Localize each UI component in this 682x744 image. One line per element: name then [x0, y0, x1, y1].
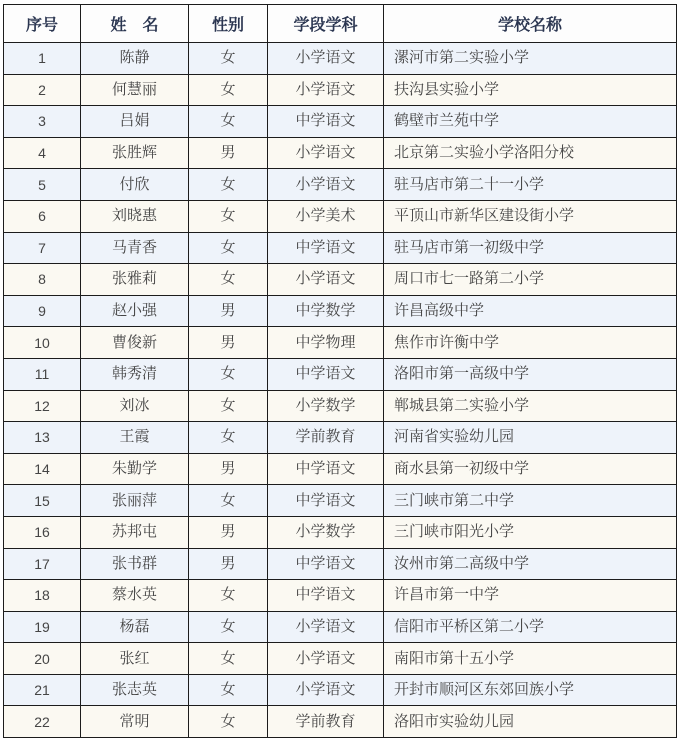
cell-name: 何慧丽 — [81, 74, 189, 106]
cell-index: 21 — [4, 674, 81, 706]
cell-school: 三门峡市第二中学 — [384, 485, 677, 517]
cell-name: 张胜辉 — [81, 137, 189, 169]
cell-name: 张红 — [81, 643, 189, 675]
cell-name: 常明 — [81, 706, 189, 738]
cell-school: 汝州市第二高级中学 — [384, 548, 677, 580]
cell-subject: 小学语文 — [268, 264, 384, 296]
cell-index: 19 — [4, 611, 81, 643]
cell-subject: 学前教育 — [268, 706, 384, 738]
cell-gender: 女 — [189, 106, 268, 138]
cell-subject: 小学语文 — [268, 674, 384, 706]
cell-school: 平顶山市新华区建设街小学 — [384, 200, 677, 232]
cell-gender: 女 — [189, 706, 268, 738]
cell-gender: 女 — [189, 674, 268, 706]
cell-name: 张志英 — [81, 674, 189, 706]
cell-subject: 小学语文 — [268, 611, 384, 643]
cell-subject: 中学语文 — [268, 580, 384, 612]
cell-gender: 女 — [189, 422, 268, 454]
cell-subject: 中学语文 — [268, 106, 384, 138]
cell-subject: 小学数学 — [268, 516, 384, 548]
cell-name: 杨磊 — [81, 611, 189, 643]
cell-index: 1 — [4, 43, 81, 75]
table-row — [4, 200, 677, 232]
header-cell-school: 学校名称 — [384, 5, 677, 43]
cell-school: 开封市顺河区东郊回族小学 — [384, 674, 677, 706]
cell-school: 河南省实验幼儿园 — [384, 422, 677, 454]
cell-name: 韩秀清 — [81, 358, 189, 390]
cell-index: 15 — [4, 485, 81, 517]
cell-subject: 中学语文 — [268, 358, 384, 390]
cell-name: 陈静 — [81, 43, 189, 75]
cell-school: 许昌高级中学 — [384, 295, 677, 327]
cell-name: 苏邦屯 — [81, 516, 189, 548]
cell-gender: 女 — [189, 169, 268, 201]
cell-gender: 男 — [189, 327, 268, 359]
table-row — [4, 390, 677, 422]
cell-subject: 小学语文 — [268, 43, 384, 75]
cell-school: 郸城县第二实验小学 — [384, 390, 677, 422]
cell-subject: 小学美术 — [268, 200, 384, 232]
cell-school: 洛阳市第一高级中学 — [384, 358, 677, 390]
cell-index: 22 — [4, 706, 81, 738]
cell-gender: 女 — [189, 643, 268, 675]
teacher-roster-table — [3, 4, 677, 738]
table-row — [4, 295, 677, 327]
header-row — [4, 5, 677, 43]
cell-index: 5 — [4, 169, 81, 201]
cell-gender: 女 — [189, 200, 268, 232]
cell-school: 许昌市第一中学 — [384, 580, 677, 612]
table-row — [4, 706, 677, 738]
cell-school: 周口市七一路第二小学 — [384, 264, 677, 296]
cell-name: 张书群 — [81, 548, 189, 580]
cell-school: 北京第二实验小学洛阳分校 — [384, 137, 677, 169]
cell-name: 张雅莉 — [81, 264, 189, 296]
header-cell-index: 序号 — [4, 5, 81, 43]
header-cell-name: 姓 名 — [81, 5, 189, 43]
cell-school: 驻马店市第二十一小学 — [384, 169, 677, 201]
cell-index: 9 — [4, 295, 81, 327]
cell-name: 刘晓惠 — [81, 200, 189, 232]
table-row — [4, 327, 677, 359]
header-cell-gender: 性别 — [189, 5, 268, 43]
table-row — [4, 358, 677, 390]
cell-name: 马青香 — [81, 232, 189, 264]
cell-gender: 女 — [189, 611, 268, 643]
table-row — [4, 611, 677, 643]
cell-gender: 女 — [189, 43, 268, 75]
cell-name: 朱勤学 — [81, 453, 189, 485]
table-row — [4, 548, 677, 580]
cell-name: 刘冰 — [81, 390, 189, 422]
cell-subject: 中学数学 — [268, 295, 384, 327]
table-row — [4, 674, 677, 706]
cell-gender: 女 — [189, 580, 268, 612]
cell-subject: 小学语文 — [268, 643, 384, 675]
cell-subject: 中学语文 — [268, 232, 384, 264]
cell-school: 鹤壁市兰苑中学 — [384, 106, 677, 138]
table-row — [4, 422, 677, 454]
cell-school: 驻马店市第一初级中学 — [384, 232, 677, 264]
cell-school: 三门峡市阳光小学 — [384, 516, 677, 548]
cell-index: 20 — [4, 643, 81, 675]
cell-index: 16 — [4, 516, 81, 548]
cell-gender: 男 — [189, 548, 268, 580]
cell-subject: 中学语文 — [268, 453, 384, 485]
cell-subject: 中学语文 — [268, 548, 384, 580]
cell-school: 洛阳市实验幼儿园 — [384, 706, 677, 738]
cell-gender: 女 — [189, 485, 268, 517]
cell-gender: 女 — [189, 74, 268, 106]
header-cell-subject: 学段学科 — [268, 5, 384, 43]
table-row — [4, 232, 677, 264]
cell-index: 11 — [4, 358, 81, 390]
table-row — [4, 106, 677, 138]
cell-name: 王霞 — [81, 422, 189, 454]
table-row — [4, 169, 677, 201]
table-body — [4, 43, 677, 738]
cell-school: 扶沟县实验小学 — [384, 74, 677, 106]
cell-index: 18 — [4, 580, 81, 612]
cell-index: 6 — [4, 200, 81, 232]
cell-gender: 女 — [189, 264, 268, 296]
cell-index: 17 — [4, 548, 81, 580]
table-row — [4, 453, 677, 485]
cell-name: 付欣 — [81, 169, 189, 201]
cell-school: 信阳市平桥区第二小学 — [384, 611, 677, 643]
cell-name: 张丽萍 — [81, 485, 189, 517]
table-row — [4, 43, 677, 75]
cell-index: 12 — [4, 390, 81, 422]
cell-index: 13 — [4, 422, 81, 454]
cell-index: 10 — [4, 327, 81, 359]
cell-school: 南阳市第十五小学 — [384, 643, 677, 675]
cell-subject: 小学数学 — [268, 390, 384, 422]
cell-index: 8 — [4, 264, 81, 296]
cell-subject: 学前教育 — [268, 422, 384, 454]
table-row — [4, 643, 677, 675]
table-row — [4, 516, 677, 548]
cell-school: 焦作市许衡中学 — [384, 327, 677, 359]
cell-subject: 小学语文 — [268, 137, 384, 169]
table-row — [4, 485, 677, 517]
cell-gender: 女 — [189, 232, 268, 264]
cell-school: 漯河市第二实验小学 — [384, 43, 677, 75]
cell-gender: 男 — [189, 295, 268, 327]
cell-gender: 女 — [189, 358, 268, 390]
cell-index: 3 — [4, 106, 81, 138]
table-row — [4, 264, 677, 296]
cell-index: 4 — [4, 137, 81, 169]
table-row — [4, 580, 677, 612]
cell-name: 赵小强 — [81, 295, 189, 327]
cell-name: 吕娟 — [81, 106, 189, 138]
cell-index: 14 — [4, 453, 81, 485]
cell-subject: 中学物理 — [268, 327, 384, 359]
cell-index: 2 — [4, 74, 81, 106]
cell-gender: 男 — [189, 137, 268, 169]
table-row — [4, 137, 677, 169]
cell-subject: 小学语文 — [268, 74, 384, 106]
cell-gender: 女 — [189, 390, 268, 422]
cell-subject: 中学语文 — [268, 485, 384, 517]
cell-subject: 小学语文 — [268, 169, 384, 201]
cell-school: 商水县第一初级中学 — [384, 453, 677, 485]
cell-index: 7 — [4, 232, 81, 264]
cell-gender: 男 — [189, 453, 268, 485]
cell-name: 曹俊新 — [81, 327, 189, 359]
cell-gender: 男 — [189, 516, 268, 548]
table-row — [4, 74, 677, 106]
cell-name: 蔡水英 — [81, 580, 189, 612]
